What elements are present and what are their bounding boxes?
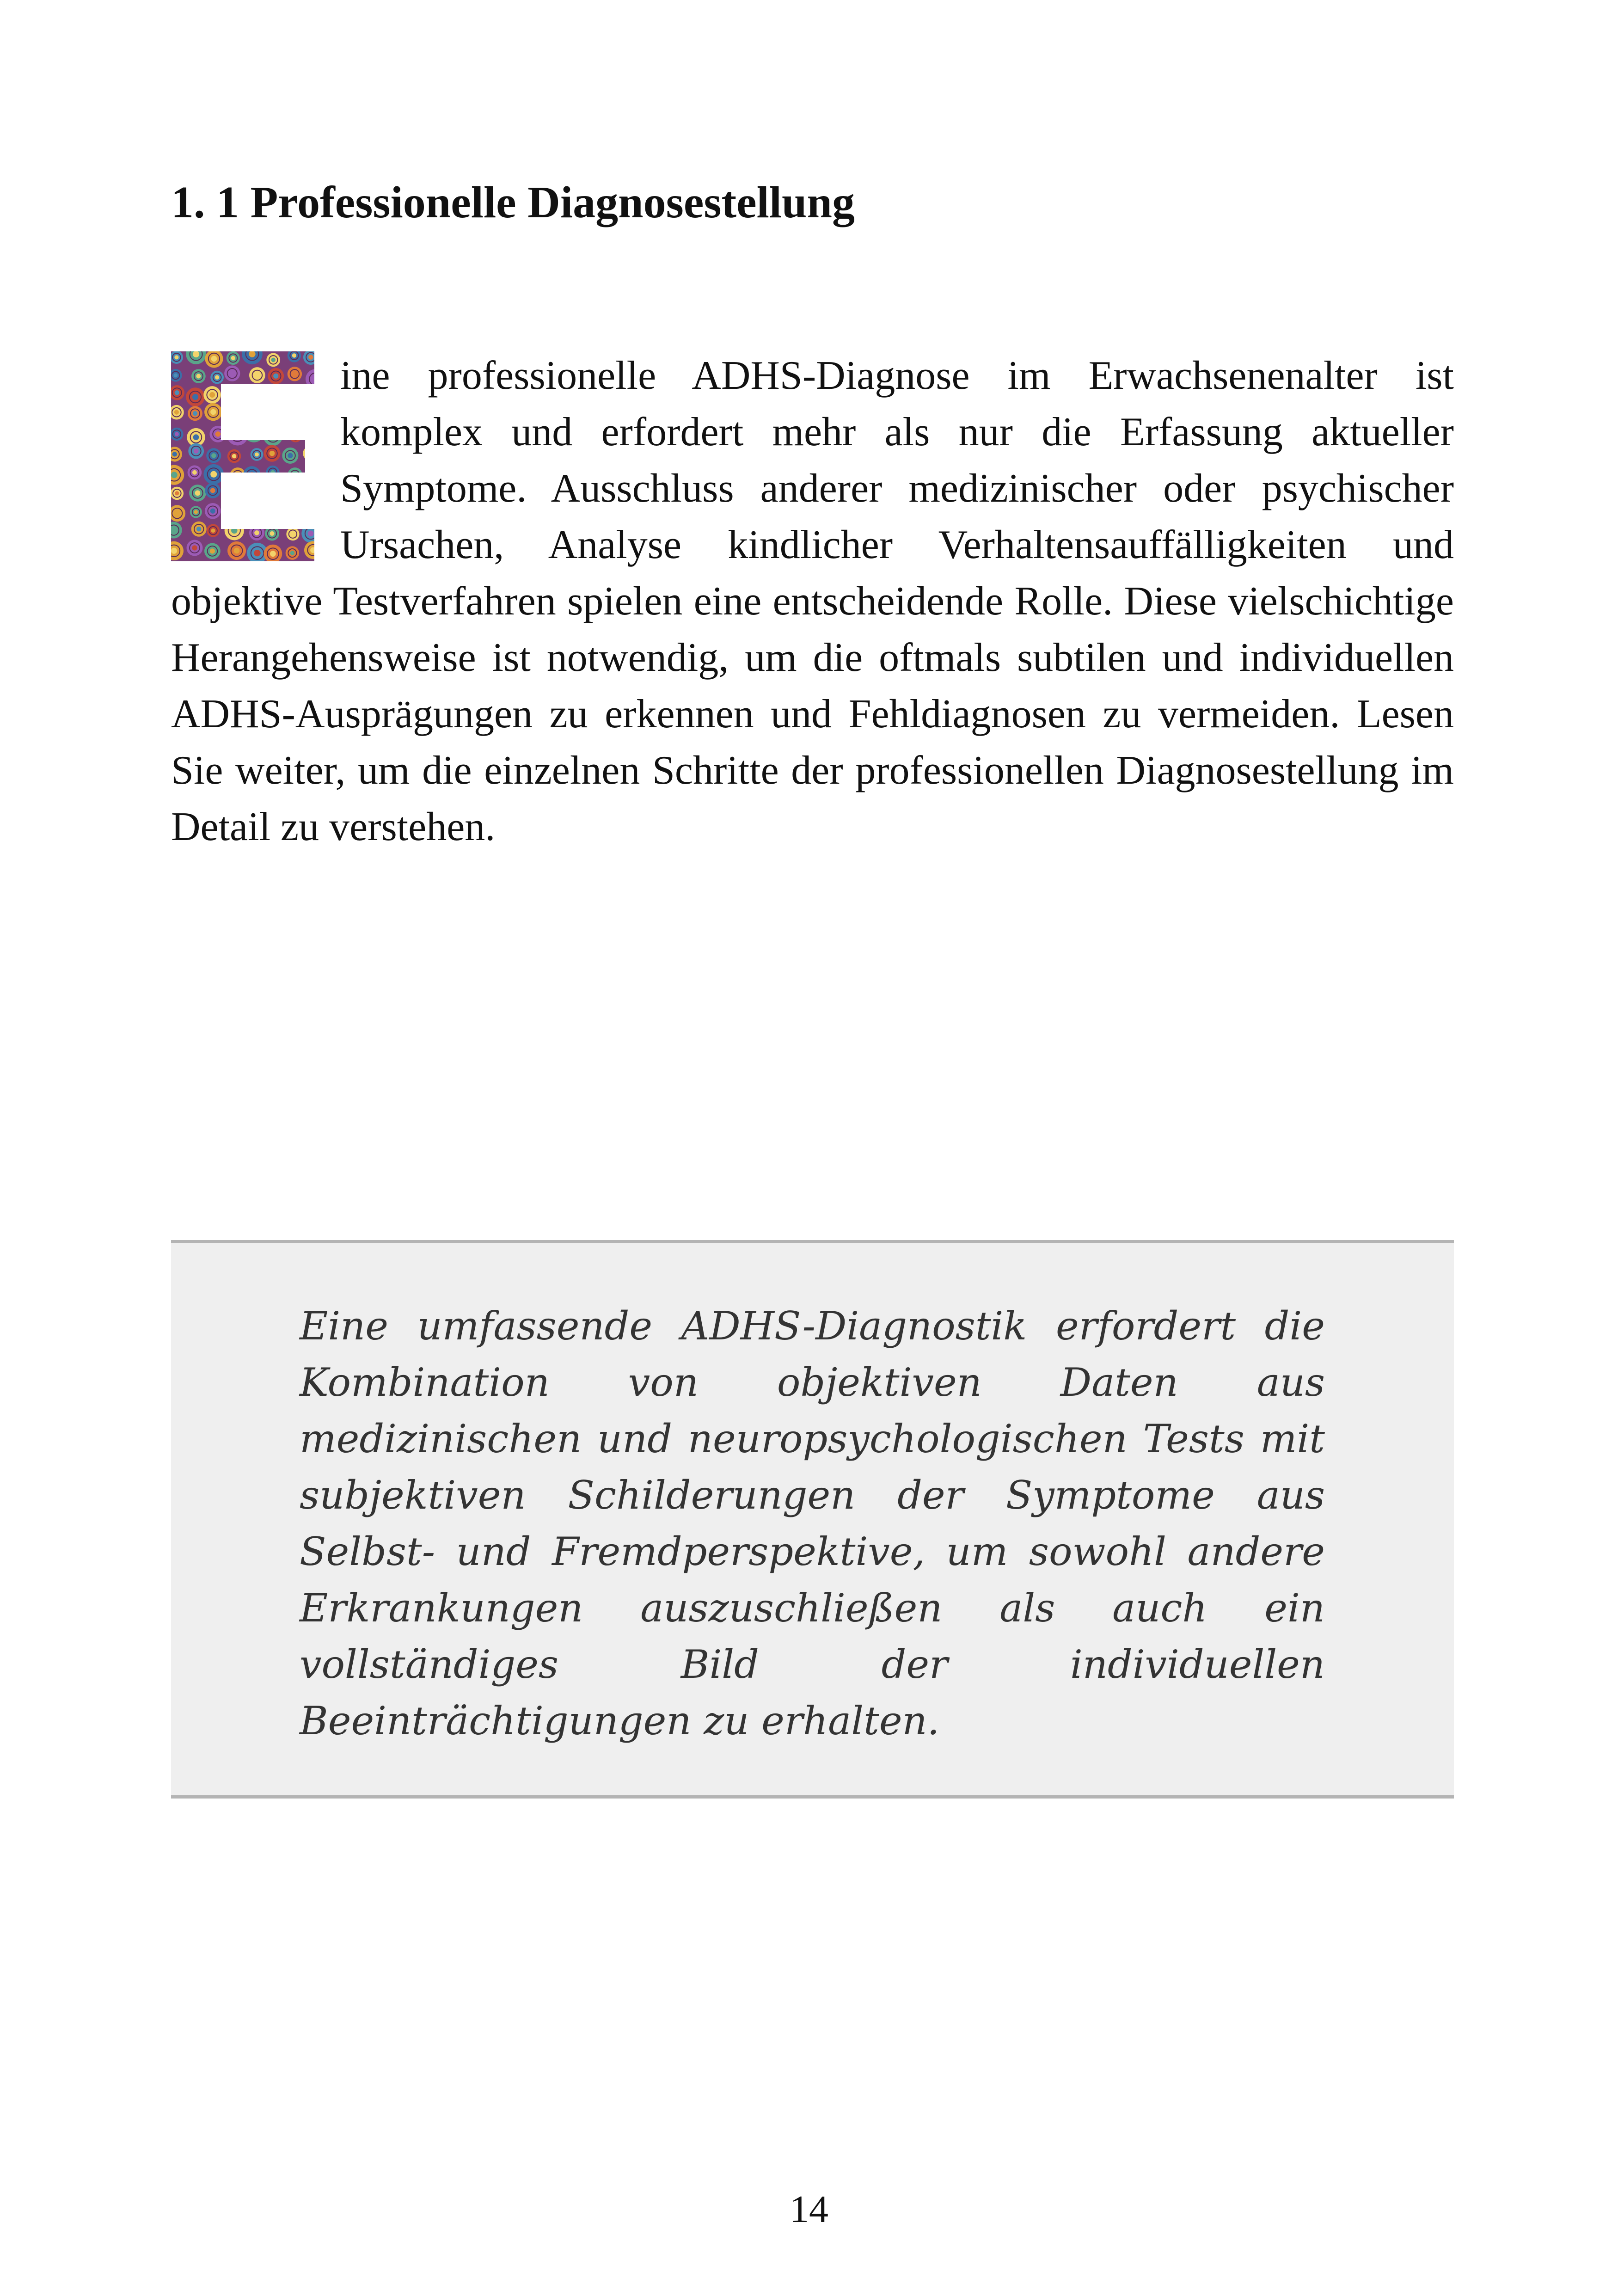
dropcap-pattern-center (312, 507, 314, 511)
dropcap-pattern-center (209, 392, 215, 398)
dropcap-pattern-flower (283, 506, 300, 524)
dropcap-pattern-flower (230, 467, 245, 483)
dropcap-pattern-center (196, 374, 201, 379)
dropcap-pattern-flower (242, 387, 262, 408)
dropcap-pattern-ring (308, 471, 314, 482)
dropcap-pattern-ring (232, 389, 244, 402)
dropcap-pattern-center (210, 509, 215, 514)
dropcap-pattern-ring (232, 486, 244, 499)
dropcap-pattern-center (249, 472, 255, 478)
dropcap-pattern-ring (227, 410, 237, 420)
dropcap-pattern-center (308, 451, 313, 456)
dropcap-pattern-ring (306, 486, 314, 497)
dropcap-pattern-center (270, 451, 275, 456)
dropcap-pattern-center (293, 473, 297, 477)
dropcap-pattern-center (270, 433, 276, 439)
dropcap-pattern-center (291, 487, 296, 492)
dropcap-pattern-center (290, 551, 294, 555)
dropcap-pattern-ring (312, 431, 314, 440)
dropcap-pattern-center (269, 394, 275, 400)
dropcap-pattern-center (271, 358, 276, 362)
dropcap-pattern-center (234, 489, 241, 496)
dropcap-pattern-center (313, 434, 314, 438)
dropcap-pattern-center (292, 353, 296, 357)
dropcap-pattern-center (270, 531, 275, 536)
callout-text: Eine umfassende ADHS-Diagnostik erfordert die Kombination von objektiven Daten aus medizinischen und neuropsychologischen Tests mit subjektiven Schilderungen der Symptome aus Selbst- und Fremdperspektive, um sowohl andere Erkrankungen auszuschließen als auch ein vollständiges Bild der individuellen Beeinträchtigungen zu erhalten. (300, 1303, 1325, 1743)
dropcap-pattern-flower (248, 505, 265, 522)
dropcap-pattern-flower (300, 386, 314, 406)
dropcap-pattern-center (288, 453, 293, 458)
dropcap-pattern-flower (267, 406, 282, 421)
dropcap-pattern-flower (283, 405, 297, 419)
dropcap-pattern-center (175, 390, 179, 395)
dropcap-pattern-center (231, 356, 235, 360)
dropcap-pattern-center (193, 411, 197, 416)
dropcap-pattern-center (294, 434, 298, 438)
dropcap-pattern-flower (228, 386, 248, 405)
dropcap-pattern-ring (269, 509, 276, 517)
summary-callout (171, 1240, 1454, 1799)
dropcap-pattern-center (254, 490, 259, 494)
dropcap-pattern-center (288, 410, 293, 415)
dropcap-pattern-flower (224, 407, 240, 423)
dropcap-pattern-flower (246, 409, 262, 424)
dropcap-pattern-center (171, 472, 178, 478)
dropcap-pattern-flower (243, 421, 264, 442)
dropcap-pattern-flower (231, 504, 243, 516)
dropcap-pattern-center (234, 548, 240, 554)
dropcap-pattern-center (174, 355, 178, 359)
dropcap-pattern-ring (286, 510, 297, 521)
dropcap-pattern-ring (266, 392, 277, 403)
dropcap-pattern-center (232, 454, 236, 458)
dropcap-pattern-center (291, 532, 295, 536)
dropcap-pattern-center (192, 545, 197, 550)
dropcap-pattern-ring (252, 487, 261, 496)
dropcap-pattern-center (192, 470, 197, 475)
dropcap-pattern-flower (227, 424, 248, 446)
dropcap-pattern-ring (247, 425, 260, 438)
dropcap-pattern-center (174, 410, 179, 415)
dropcap-pattern-flower (250, 485, 264, 499)
dropcap-pattern-center (254, 530, 259, 535)
dropcap-pattern-ring (266, 485, 279, 498)
dropcap-pattern-center (230, 371, 235, 376)
dropcap-pattern-center (210, 409, 216, 415)
dropcap-pattern-center (255, 373, 260, 378)
dropcap-pattern-center (171, 528, 176, 533)
dropcap-pattern-ring (251, 509, 262, 519)
intro-paragraph (171, 348, 1454, 855)
dropcap-pattern-center (175, 432, 179, 436)
dropcap-pattern-center (270, 489, 276, 496)
dropcap-pattern-center (234, 431, 241, 438)
dropcap-pattern-center (210, 471, 217, 478)
dropcap-pattern-center (308, 355, 313, 359)
dropcap-pattern-ring (303, 390, 314, 402)
dropcap-pattern-flower (306, 502, 314, 516)
dropcap-pattern-center (273, 374, 278, 379)
dropcap-pattern-center (231, 528, 238, 534)
dropcap-pattern-center (308, 489, 314, 494)
dropcap-pattern-center (195, 491, 201, 496)
dropcap-pattern-flower (266, 507, 279, 519)
dropcap-pattern-center (192, 394, 198, 400)
dropcap-pattern-center (210, 548, 215, 553)
dropcap-pattern-center (235, 473, 240, 478)
dropcap-pattern-flower (243, 466, 261, 484)
dropcap-pattern-center (196, 527, 202, 532)
dropcap-pattern-center (270, 511, 275, 515)
dropcap-pattern-flower (264, 427, 283, 446)
dropcap-pattern-ring (270, 409, 280, 418)
intro-text: ine professionelle ADHS-Diagnose im Erwachsenenalter ist komplex und erfordert mehr als nur die Erfassung aktueller Symptome. Ausschluss anderer medizinischer oder psychischer Ursachen, Analyse kindlicher Verhaltensauffälligkeiten und objektive Testverfahren spielen eine entscheidende Rolle. Diese vielschichtige Herangehensweise ist notwendig, um die oftmals subtilen und individuellen ADHS-Ausprägungen zu erkennen und Fehldiagnosen zu vermeiden. Lesen Sie weiter, um die einzelnen Schritte der professionellen Diagnosestellung im Detail zu verstehen. (171, 353, 1454, 849)
dropcap-pattern-center (289, 396, 294, 400)
dropcap-pattern-center (172, 452, 177, 456)
dropcap-pattern-center (235, 392, 241, 399)
dropcap-pattern-center (249, 394, 255, 401)
dropcap-pattern-center (211, 528, 215, 533)
dropcap-pattern-center (174, 511, 179, 516)
dropcap-pattern-flower (285, 391, 298, 405)
dropcap-pattern-center (193, 434, 199, 440)
dropcap-pattern-flower (289, 430, 302, 442)
dropcap-pattern-flower (288, 467, 302, 482)
dropcap-pattern-center (175, 491, 179, 495)
dropcap-pattern-center (194, 510, 198, 514)
dropcap-pattern-center (215, 375, 219, 380)
dropcap-pattern-center (251, 429, 257, 436)
dropcap-pattern-ring (245, 391, 258, 404)
dropcap-pattern-center (270, 551, 276, 557)
dropcap-pattern-center (210, 488, 215, 493)
dropcap-pattern-center (230, 412, 235, 417)
dropcap-pattern-center (254, 511, 259, 517)
dropcap-pattern-flower (309, 429, 314, 442)
dropcap-pattern-center (292, 372, 297, 376)
dropcap-pattern-center (215, 431, 221, 437)
dropcap-pattern-center (289, 512, 294, 518)
dropcap-pattern-center (171, 548, 177, 554)
dropcap-pattern-ring (308, 410, 314, 420)
dropcap-pattern-flower (262, 481, 283, 503)
dropcap-pattern-center (235, 508, 239, 512)
page-number: 14 (790, 2188, 828, 2231)
dropcap-pattern-flower (227, 483, 247, 503)
dropcap-pattern-center (272, 411, 277, 416)
dropcap-pattern-flower (285, 482, 301, 498)
page-title: 1. 1 Professionelle Diagnosestellung (171, 178, 855, 227)
dropcap-letter-e (171, 351, 314, 561)
dropcap-pattern-center (211, 453, 216, 458)
dropcap-pattern-ring (288, 485, 299, 495)
dropcap-pattern-center (255, 453, 259, 457)
dropcap-pattern-center (311, 412, 314, 417)
dropcap-pattern-ring (231, 428, 244, 441)
dropcap-pattern-ring (233, 506, 241, 514)
dropcap-pattern-center (254, 550, 260, 556)
dropcap-pattern-center (306, 393, 313, 399)
dropcap-pattern-ring (286, 408, 294, 417)
dropcap-pattern-center (311, 473, 314, 479)
dropcap-pattern-center (251, 414, 256, 419)
dropcap-pattern-center (270, 470, 275, 474)
dropcap-pattern-ring (292, 432, 300, 440)
dropcap-pattern-ring (309, 505, 314, 514)
dropcap-pattern-center (308, 531, 314, 537)
dropcap-pattern-flower (305, 467, 314, 485)
dropcap-pattern-center (194, 448, 199, 454)
dropcap-pattern-center (211, 356, 217, 362)
dropcap-pattern-ring (287, 394, 295, 402)
dropcap-pattern-flower (262, 388, 281, 406)
dropcap-pattern-ring (306, 449, 314, 458)
dropcap-pattern-ring (249, 412, 258, 421)
dropcap-pattern-flower (306, 407, 314, 423)
dropcap-pattern-center (174, 373, 178, 377)
dropcap-pattern-flower (303, 483, 314, 499)
